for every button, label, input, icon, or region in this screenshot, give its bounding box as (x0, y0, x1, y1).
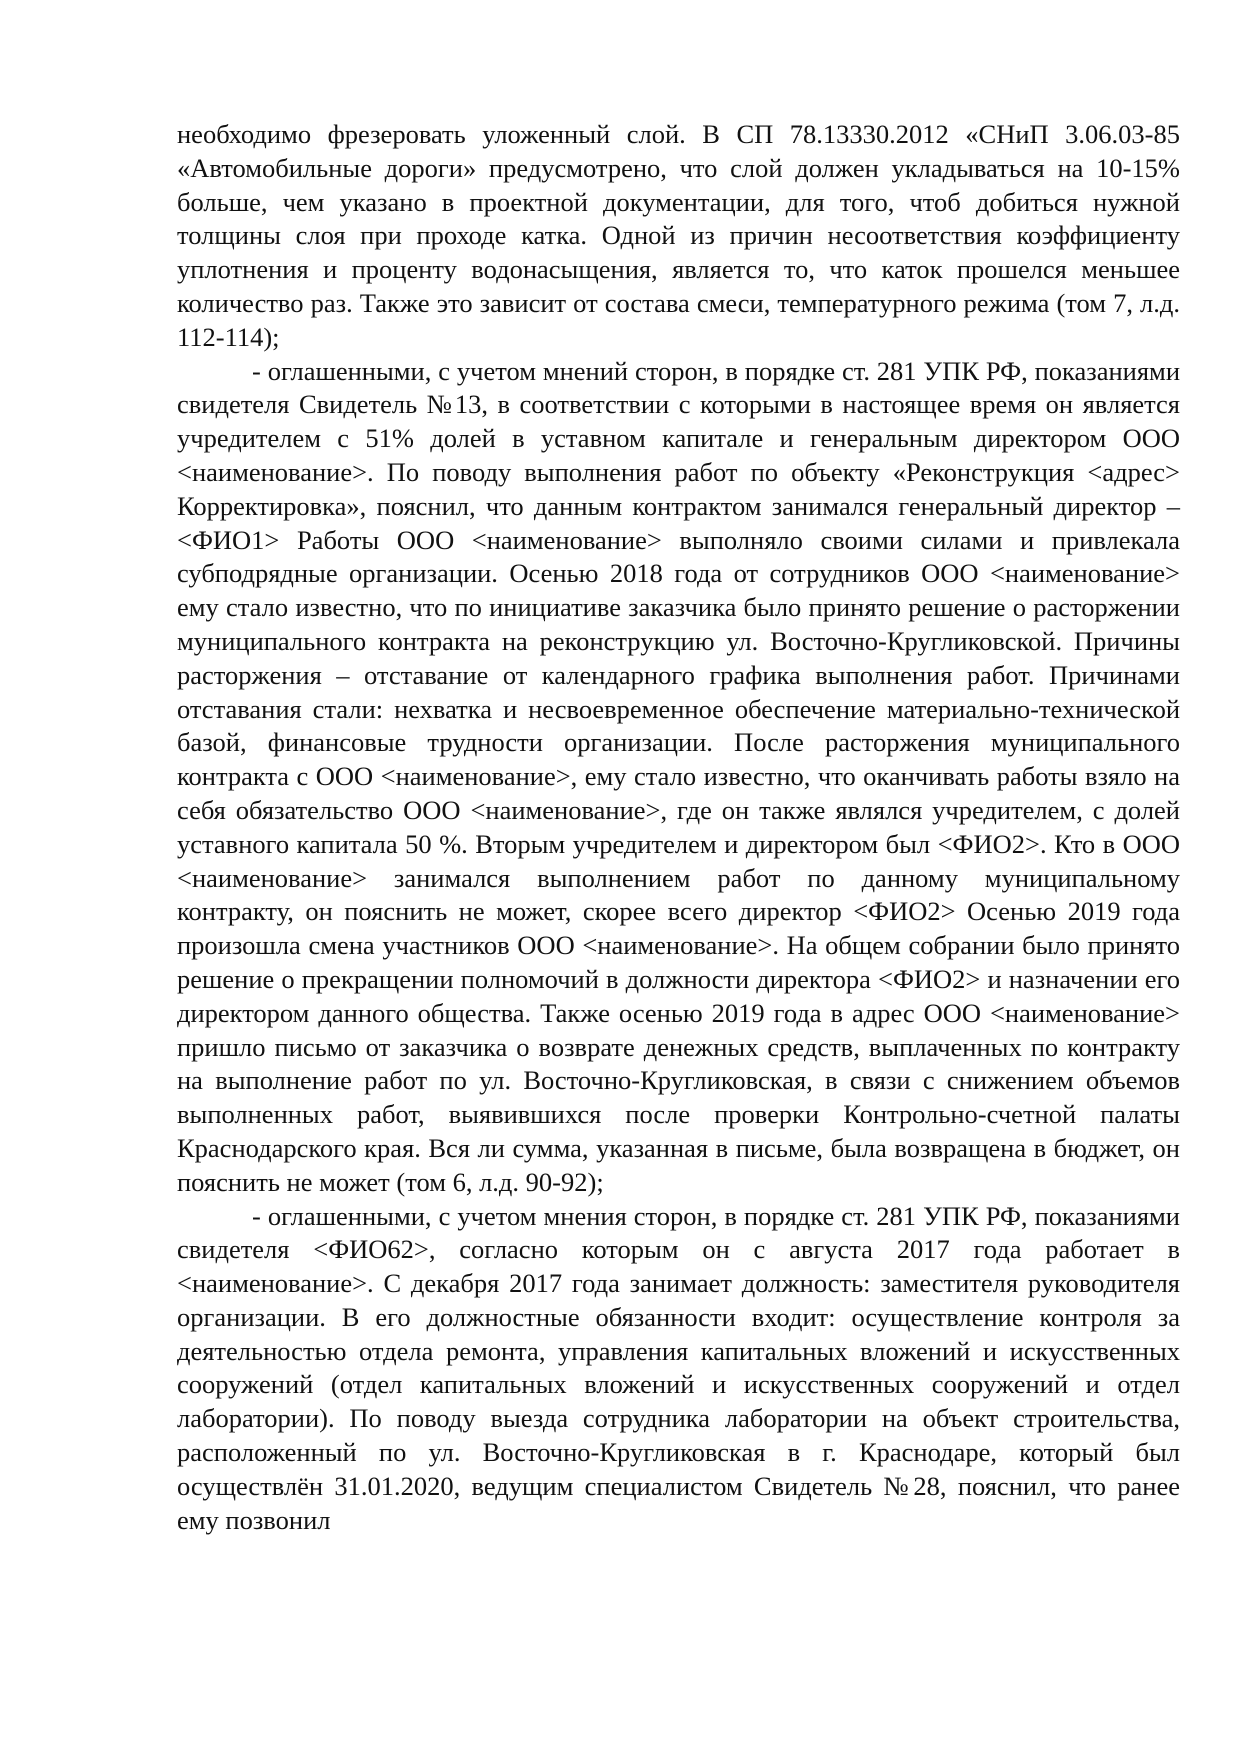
paragraph-2: - оглашенными, с учетом мнений сторон, в порядке ст. 281 УПК РФ, показаниями свидетеля Свидетель №13, в соответствии с которыми в настоящее время он является учредителем с 51% долей в уставном капитале и генеральным директором ООО <наименование>. По поводу выполнения работ по объекту «Реконструкция <адрес> Корректировка», пояснил, что данным контрактом занимался генеральный директор – <ФИО1> Работы ООО <наименование> выполняло своими силами и привлекала субподрядные организации. Осенью 2018 года от сотрудников ООО <наименование> ему стало известно, что по инициативе заказчика было принято решение о расторжении муниципального контракта на реконструкцию ул. Восточно-Кругликовской. Причины расторжения – отставание от календарного графика выполнения работ. Причинами отставания стали: нехватка и несвоевременное обеспечение материально-технической базой, финансовые трудности организации. После расторжения муниципального контракта с ООО <наименование>, ему стало известно, что оканчивать работы взяло на себя обязательство ООО <наименование>, где он также являлся учредителем, с долей уставного капитала 50 %. Вторым учредителем и директором был <ФИО2>. Кто в ООО <наименование> занимался выполнением работ по данному муниципальному контракту, он пояснить не может, скорее всего директор <ФИО2> Осенью 2019 года произошла смена участников ООО <наименование>. На общем собрании было принято решение о прекращении полномочий в должности директора <ФИО2> и назначении его директором данного общества. Также осенью 2019 года в адрес ООО <наименование> пришло письмо от заказчика о возврате денежных средств, выплаченных по контракту на выполнение работ по ул. Восточно-Кругликовская, в связи с снижением объемов выполненных работ, выявившихся после проверки Контрольно-счетной палаты Краснодарского края. Вся ли сумма, указанная в письме, была возвращена в бюджет, он пояснить не может (том 6, л.д. 90-92); (177, 355, 1180, 1197)
paragraph-3: - оглашенными, с учетом мнения сторон, в порядке ст. 281 УПК РФ, показаниями свидетеля <ФИО62>, согласно которым он с августа 2017 года работает в <наименование>. С декабря 2017 года занимает должность: заместителя руководителя организации. В его должностные обязанности входит: осуществление контроля за деятельностью отдела ремонта, управления капитальных вложений и искусственных сооружений (отдел капитальных вложений и искусственных сооружений и отдел лаборатории). По поводу выезда сотрудника лаборатории на объект строительства, расположенный по ул. Восточно-Кругликовская в г. Краснодаре, который был осуществлён 31.01.2020, ведущим специалистом Свидетель №28, пояснил, что ранее ему позвонил (177, 1200, 1180, 1535)
paragraph-1: необходимо фрезеровать уложенный слой. В СП 78.13330.2012 «СНиП 3.06.03-85 «Автомобильные дороги» предусмотрено, что слой должен укладываться на 10-15% больше, чем указано в проектной документации, для того, чтоб добиться нужной толщины слоя при проходе катка. Одной из причин несоответствия коэффициенту уплотнения и проценту водонасыщения, является то, что каток прошелся меньшее количество раз. Также это зависит от состава смеси, температурного режима (том 7, л.д. 112-114); (177, 119, 1180, 352)
document-body (177, 118, 1180, 1537)
